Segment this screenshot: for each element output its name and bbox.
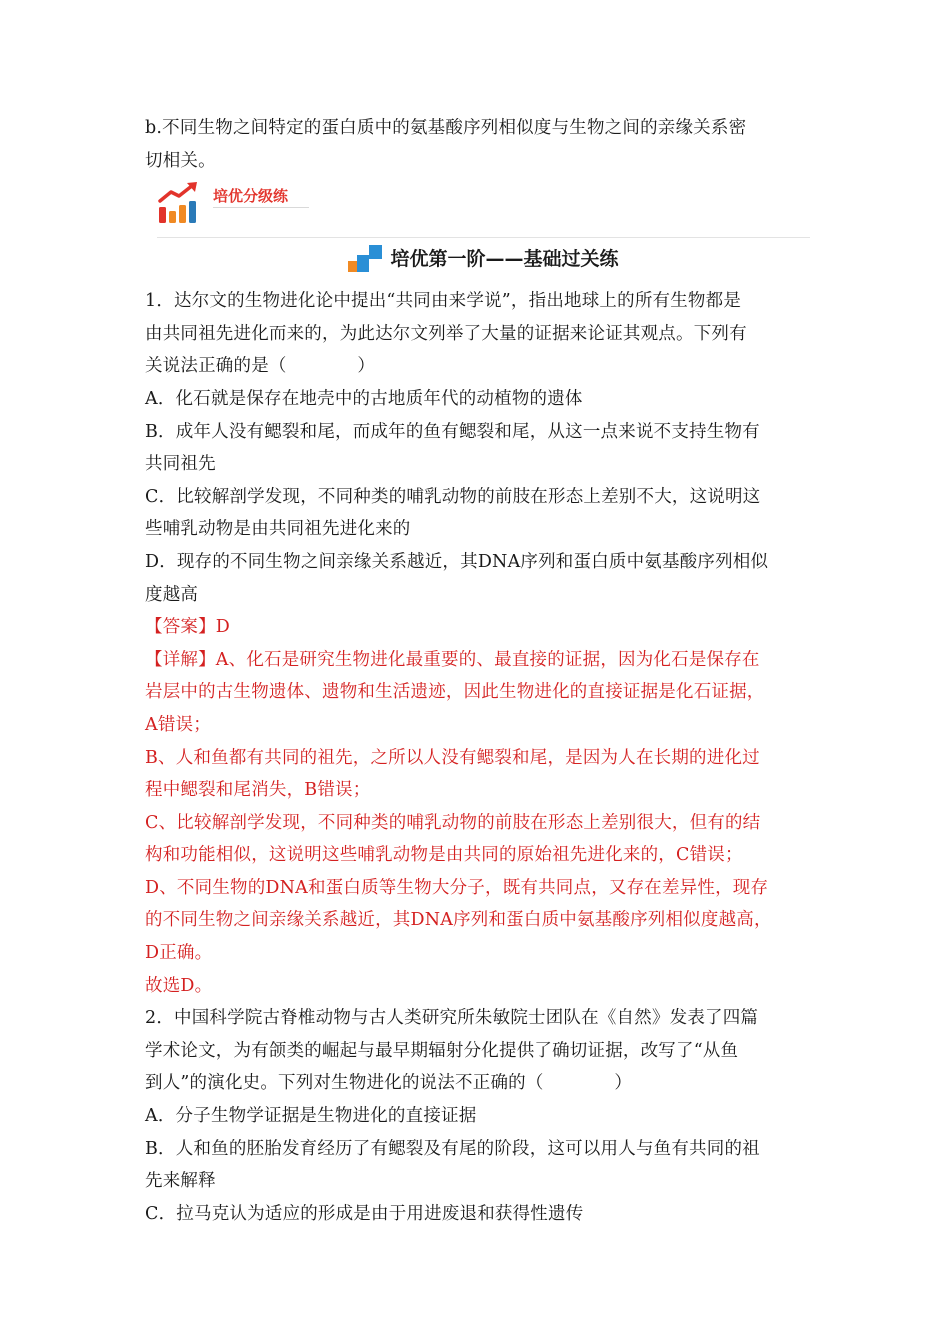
banner-underline bbox=[157, 237, 810, 238]
analysis-line: 岩层中的古生物遗体、遗物和生活遗迹，因此生物进化的直接证据是化石证据， bbox=[145, 682, 765, 703]
document-page bbox=[145, 112, 810, 1230]
banner-label: 培优分级练 bbox=[213, 187, 289, 206]
intro-paragraph bbox=[145, 112, 810, 177]
question-2 bbox=[145, 1002, 810, 1230]
analysis-line: 程中鳃裂和尾消失，B错误； bbox=[145, 780, 371, 801]
analysis-line: 构和功能相似，这说明这些哺乳动物是由共同的原始祖先进化来的，C错误； bbox=[145, 845, 743, 866]
option-a: A．化石就是保存在地壳中的古地质年代的动植物的遗体 bbox=[145, 388, 583, 409]
option-d: D．现存的不同生物之间亲缘关系越近，其DNA序列和蛋白质中氨基酸序列相似 bbox=[145, 551, 769, 572]
question-stem-line: 关说法正确的是（ ） bbox=[145, 356, 376, 377]
analysis-line: A错误； bbox=[145, 714, 211, 735]
question-stem-line: 由共同祖先进化而来的，为此达尔文列举了大量的证据来论证其观点。下列有 bbox=[145, 323, 747, 344]
growth-chart-icon bbox=[157, 181, 201, 225]
analysis-line: D正确。 bbox=[145, 943, 213, 964]
section-heading bbox=[145, 241, 810, 285]
option-c: C．拉马克认为适应的形成是由于用进废退和获得性遗传 bbox=[145, 1203, 584, 1224]
question-stem-line: 2．中国科学院古脊椎动物与古人类研究所朱敏院士团队在《自然》发表了四篇 bbox=[145, 1008, 759, 1029]
level-banner bbox=[145, 177, 810, 241]
option-b-cont: 先来解释 bbox=[145, 1171, 216, 1192]
stairs-icon bbox=[346, 243, 384, 273]
analysis-block bbox=[145, 644, 810, 1003]
answer-line: 【答案】D bbox=[145, 617, 231, 638]
analysis-line: 【详解】A、化石是研究生物进化最重要的、最直接的证据，因为化石是保存在 bbox=[145, 649, 760, 670]
analysis-line: 故选D。 bbox=[145, 975, 213, 996]
text-line: 切相关。 bbox=[145, 150, 216, 171]
option-c: C．比较解剖学发现，不同种类的哺乳动物的前肢在形态上差别不大，这说明这 bbox=[145, 486, 761, 507]
option-d-cont: 度越高 bbox=[145, 584, 199, 605]
analysis-line: B、人和鱼都有共同的祖先，之所以人没有鳃裂和尾，是因为人在长期的进化过 bbox=[145, 747, 760, 768]
analysis-line: D、不同生物的DNA和蛋白质等生物大分子，既有共同点，又存在差异性，现存 bbox=[145, 877, 769, 898]
question-stem-line: 1．达尔文的生物进化论中提出“共同由来学说”，指出地球上的所有生物都是 bbox=[145, 291, 742, 312]
text-line: b.不同生物之间特定的蛋白质中的氨基酸序列相似度与生物之间的亲缘关系密 bbox=[145, 118, 747, 138]
option-b: B．人和鱼的胚胎发育经历了有鳃裂及有尾的阶段，这可以用人与鱼有共同的祖 bbox=[145, 1138, 760, 1159]
analysis-line: C、比较解剖学发现，不同种类的哺乳动物的前肢在形态上差别很大，但有的结 bbox=[145, 812, 761, 833]
option-a: A．分子生物学证据是生物进化的直接证据 bbox=[145, 1106, 477, 1127]
question-stem-line: 学术论文，为有颌类的崛起与最早期辐射分化提供了确切证据，改写了“从鱼 bbox=[145, 1040, 739, 1061]
section-title: 培优第一阶——基础过关练 bbox=[390, 248, 619, 271]
option-b: B．成年人没有鳃裂和尾，而成年的鱼有鳃裂和尾，从这一点来说不支持生物有 bbox=[145, 421, 760, 442]
question-1 bbox=[145, 285, 810, 1002]
banner-divider bbox=[213, 207, 309, 208]
option-c-cont: 些哺乳动物是由共同祖先进化来的 bbox=[145, 519, 411, 540]
analysis-line: 的不同生物之间亲缘关系越近，其DNA序列和蛋白质中氨基酸序列相似度越高， bbox=[145, 910, 772, 931]
option-b-cont: 共同祖先 bbox=[145, 454, 216, 475]
question-stem-line: 到人”的演化史。下列对生物进化的说法不正确的（ ） bbox=[145, 1073, 633, 1094]
